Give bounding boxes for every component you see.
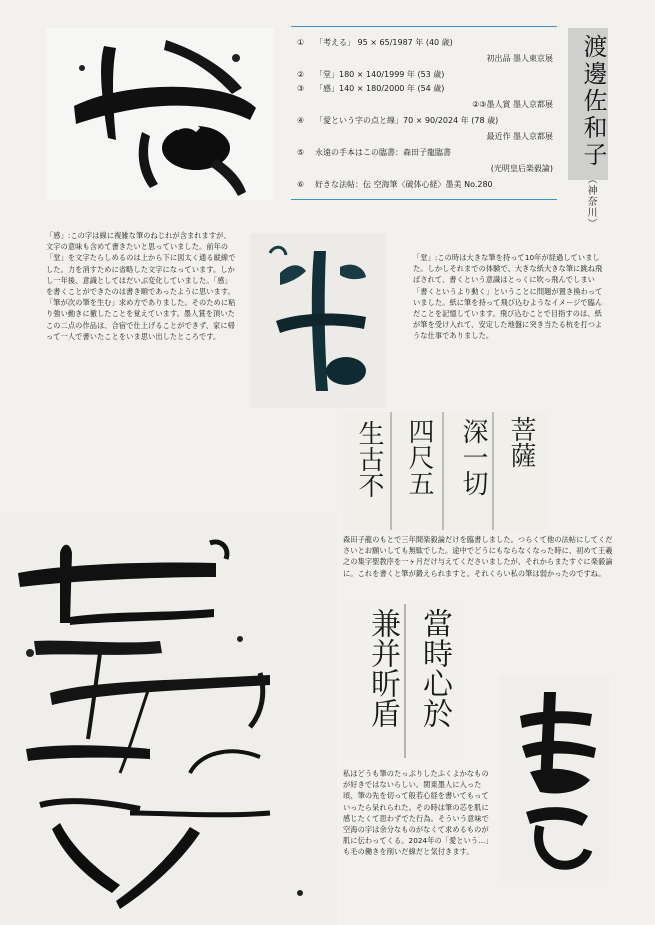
essay-kangaeru: 私はどうも筆のたっぷりしたふくよかなものが好きではないらしい。関東墨人に入った頃、筆の先を切って般若心経を書いてもっていったら呆れられた。その時は筆の芯を肌に感じたくて思わずでた行為。そういう意味で空海の字は余分なものがなくて求めるものが肌に伝わってくる。2024年の「愛という…」も毛の働きを削いだ線だと気付きます。 <box>343 769 493 857</box>
rinsho-photo <box>343 412 549 530</box>
artwork-kangaeru-photo <box>500 676 609 881</box>
work-item-1 <box>297 37 553 48</box>
work-item-5: ⑤ 永遠の手本はこの臨書：森田子龍臨書 <box>297 148 451 157</box>
artwork-dou-photo <box>250 233 386 408</box>
work-note-1: 初出品 墨人東京展 <box>486 54 553 63</box>
essay-kan-paragraph: 「感」:この字は線に複雑な筆のねじれが含まれますが、文字の意味も含めて書きたいと思っていました。前年の「堂」を文字たらしめるのは上から下に図太く通る縦線でした。力を消すために省略した文字になっています。しかし一年後、意識としてはだいぶ変化していました。「感」を書くことができたのは書き順であったように思います。 <box>46 231 236 297</box>
work-note-5: (光明皇后楽毅論) <box>490 164 553 173</box>
works-list <box>291 26 557 200</box>
work-item-4: ④ 「愛という字の点と線」70 × 90/2024 年 (78 歳) <box>297 116 499 125</box>
work-item-3: ③ 「感」140 × 180/2000 年 (54 歳) <box>297 84 445 93</box>
ink-kangaeru-artwork <box>500 676 609 881</box>
rinsho-column-2: 四尺五 <box>404 418 434 496</box>
artist-name: 渡邊佐和子 <box>579 34 607 169</box>
essay-dou: 「堂」:この時は大きな筆を持って10年が経過していました。しかしそれまでの体験で、大きな紙大きな筆に跳ね飛ばされて、書くという意識はとっくに吹っ飛んでしまい「書くというより動く」ということに問題が置き換わっていました。紙に筆を持って飛び込むようなイメージで臨んだことを記憶しています。飛び込むことで目指すのは、紙が筆を受け入れて、安定した地盤に突き当たる杭を打つような仕事でありました。 <box>413 253 603 341</box>
work-item-2: ② 「堂」180 × 140/1999 年 (53 歳) <box>297 70 445 79</box>
hakutai-column-1: 當時心於 <box>417 608 452 728</box>
essay-kan <box>46 230 236 342</box>
work-text: 「考える」 95 × 65/1987 年 (40 歳) <box>315 38 453 47</box>
rinsho-column-3: 深一切 <box>458 418 488 496</box>
rinsho-column-1: 生古不 <box>354 420 384 498</box>
artwork-kan-photo <box>46 28 274 200</box>
rinsho-column-4: 菩薩 <box>506 416 536 468</box>
ink-ai-artwork <box>0 513 337 925</box>
essay-kan-paragraph: 「筆が次の筆を生む」求め方でありました。そのために粘り強い動きに徹したことを覚えています。墨人賞を頂いたこの二点の作品は、合宿で仕上げることができず、家に帰って一人で書いたことをいま思い出したところです。 <box>46 298 236 341</box>
ink-dou-artwork <box>250 233 386 408</box>
work-note-3: ②③墨人賞 墨人京都展 <box>472 100 553 109</box>
work-note-4: 最近作 墨人京都展 <box>486 132 553 141</box>
essay-rinsho: 森田子龍のもとで三年間楽毅論だけを臨書しました。つらくて他の法帖にしてくださいとお願いしても無駄でした。途中でどうにもならなくなった時に、初めて王羲之の集字聖教序を一ヶ月だけ与えてくださいましたが、それからまたすぐに楽毅論に。これを書くと筆が鍛えられますと。それくらい私の筆は弱かったのですね。 <box>343 535 613 578</box>
work-number: ① <box>297 38 305 47</box>
hakutai-shingyo-photo <box>346 604 464 758</box>
hakutai-column-2: 兼并昕盾 <box>365 608 400 728</box>
ink-kan-artwork <box>46 28 274 200</box>
artwork-ai-photo <box>0 513 337 925</box>
work-item-6: ⑥ 好きな法帖：伝 空海筆〈破体心経〉墨美 No.280 <box>297 180 493 189</box>
artist-prefecture: （神奈川） <box>585 174 596 229</box>
